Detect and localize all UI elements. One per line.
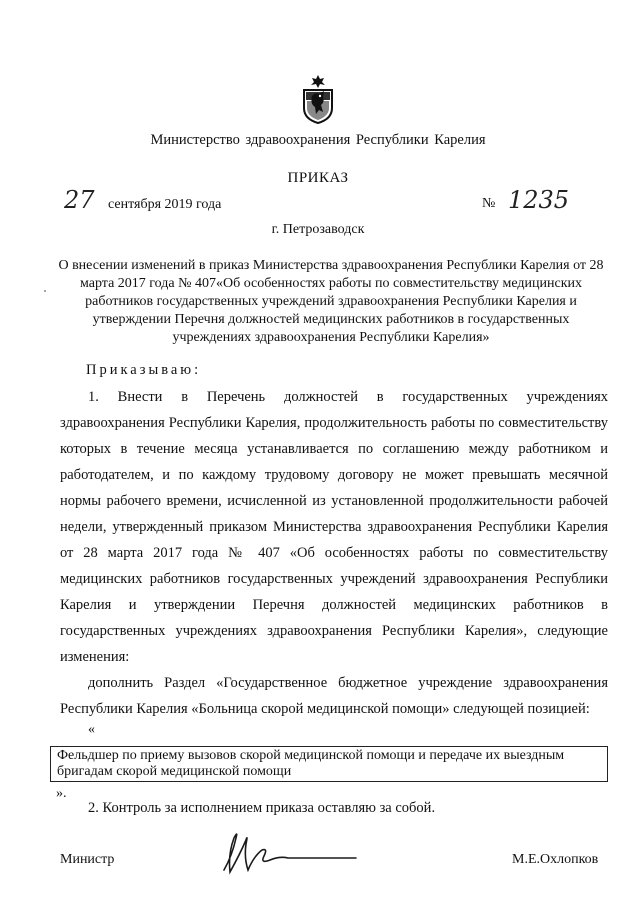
paragraph-3: 2. Контроль за исполнением приказа оставляю за собой. <box>88 800 436 816</box>
paragraph-1: 1. Внести в Перечень должностей в государственных учреждениях здравоохранения Республики Карелия, продолжительность работы по совместительству которых в течение месяца устанавливается по соглашению между работником и работодателем, и по каждому трудовому договору не может превышать месячной нормы рабочего времени, исчисленной из установленной продолжительности рабочей недели, утвержденный приказом Министерства здравоохранения Республики Карелия от 28 марта 2017 года № 407 «Об особенностях работы по совместительству медицинских работников государственных учреждений здравоохранения Республики Карелия и утверждении Перечня должностей медицинских работников в государственных учреждениях здравоохранения Республики Карелия», следующие изменения: <box>60 389 608 665</box>
date-day-handwritten: 27 <box>64 186 95 214</box>
order-number-handwritten: 1235 <box>508 186 570 214</box>
handwritten-signature-icon <box>218 826 358 882</box>
date-number-row <box>64 186 584 220</box>
signer-position: Министр <box>60 852 115 867</box>
signer-name: М.Е.Охлопков <box>512 852 599 867</box>
date-month-year: сентября 2019 года <box>108 197 222 212</box>
document-type: ПРИКАЗ <box>287 170 349 186</box>
karelia-coat-of-arms-icon <box>299 74 337 124</box>
order-word: Приказываю: <box>86 362 202 378</box>
position-table-cell: Фельдшер по приему вызовов скорой медицинской помощи и передаче их выездным бригадам скорой медицинской помощи <box>50 746 608 782</box>
number-sign: № <box>482 196 496 211</box>
margin-dot <box>44 290 46 292</box>
paragraph-2: дополнить Раздел «Государственное бюджетное учреждение здравоохранения Республики Карелия «Больница скорой медицинской помощи» следующей позицией: <box>60 675 608 717</box>
quote-close: ». <box>56 786 67 801</box>
ministry-name: Министерство здравоохранения Республики Карелия <box>150 132 486 148</box>
order-heading: О внесении изменений в приказ Министерства здравоохранения Республики Карелия от 28 марта 2017 года № 407«Об особенностях работы по совместительству медицинских работников государственных учреждений здравоохранения Республики Карелия и утверждении Перечня должностей медицинских работников в государственных учреждениях здравоохранения Республики Карелия» <box>58 258 604 345</box>
quote-open: « <box>88 722 95 737</box>
city: г. Петрозаводск <box>271 222 365 237</box>
